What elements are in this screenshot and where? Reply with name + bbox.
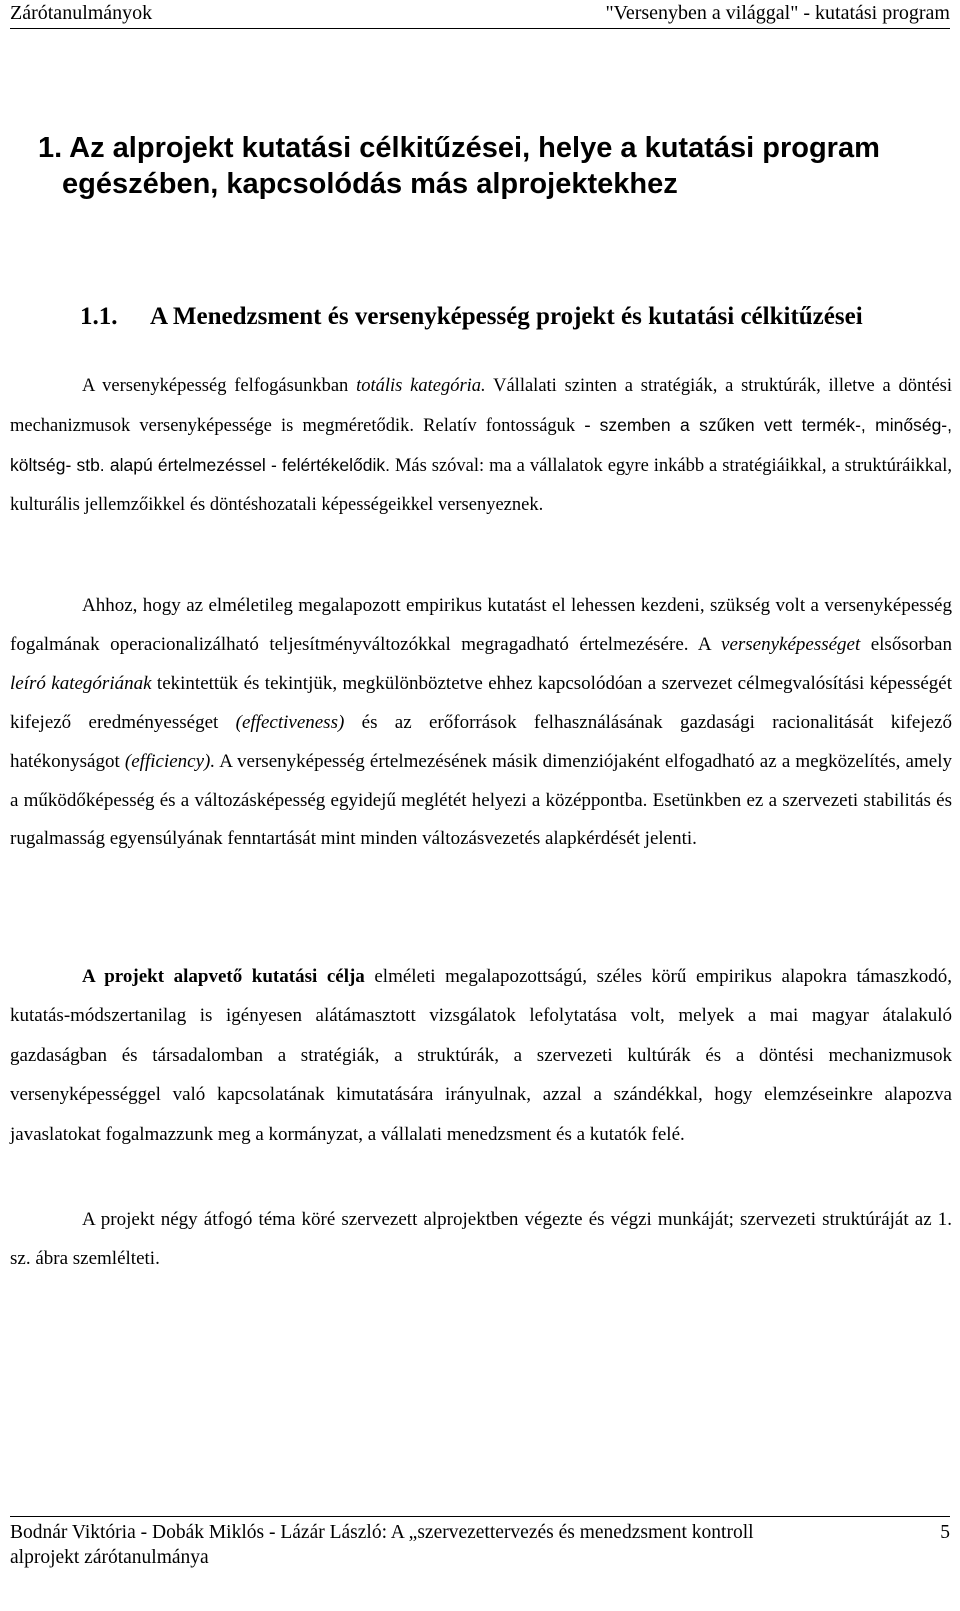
chapter-title-line1: Az alprojekt kutatási célkitűzései, helye a kutatási program xyxy=(69,132,880,164)
section-title: A Menedzsment és versenyképesség projekt és kutatási célkitűzései xyxy=(150,303,863,330)
p1-text-e: Más szóval: ma a vállalatok egyre inkább a stratégiáikkal, a struktúráikkal, kulturális jellemzőikkel és döntéshozatali képességeikkel versenyeznek. xyxy=(10,456,952,515)
chapter-number: 1. xyxy=(38,132,63,164)
paragraph-2 xyxy=(10,587,952,859)
running-footer xyxy=(10,1516,950,1570)
section-number: 1.1. xyxy=(80,303,118,330)
p3-text: elméleti megalapozottságú, széles körű empirikus alapokra támaszkodó, kutatás-módszertanilag is igényesen alátámasztott vizsgálatok lefolytatása volt, melyek a mai magyar átalakuló gazdaságban és társadalomban a stratégiák, a struktúrák, a szervezeti kultúrák és a döntési mechanizmusok versenyképességgel való kapcsolatának kimutatására irányulnak, azzal a szándékkal, hogy elemzéseinkre alapozva javaslatokat fogalmazzunk meg a kormányzat, a vállalati menedzsment és a kutatók felé. xyxy=(10,966,952,1145)
p4-text: A projekt négy átfogó téma köré szervezett alprojektben végezte és végzi munkáját; szervezeti struktúráját az 1. sz. ábra szemlélteti. xyxy=(10,1209,952,1270)
paragraph-3 xyxy=(10,957,952,1154)
p2-text-i: A versenyképesség értelmezésének másik dimenziójaként elfogadható az a megközelítés, amely a működőképesség és a változásképesség egyidejű meglétét helyezi a középpontba. Esetünkben ez a szervezeti stabilitás és rugalmasság egyensúlyának fenntartását mint minden változásvezetés alapkérdését jelenti. xyxy=(10,750,952,850)
p1-text-d: szemben a szűken vett termék-, minőség-, költség- stb. alapú értelmezéssel - felértékelődik. xyxy=(10,415,952,475)
p2-italic-f: (effectiveness) xyxy=(235,711,345,733)
running-header xyxy=(10,0,950,29)
p2-text-c: elsősorban xyxy=(860,633,952,655)
chapter-heading xyxy=(38,130,940,202)
p2-italic-d: leíró kategóriának xyxy=(10,672,152,694)
footer-authors: Bodnár Viktória - Dobák Miklós - Lázár László: A „szervezettervezés és menedzsment kontroll xyxy=(10,1522,754,1543)
p1-text-a: A versenyképesség felfogásunkban xyxy=(82,376,357,396)
p1-text-c: Vállalati szinten a stratégiák, a struktúrák, illetve a döntési mechanizmusok versenyképessége is megméretődik. Relatív fontosságuk - xyxy=(10,376,952,436)
p2-italic-h: (efficiency). xyxy=(124,750,216,772)
p2-text-a: Ahhoz, hogy az elméletileg megalapozott empirikus kutatást el lehessen kezdeni, szükség volt a versenyképesség fogalmának operacionalizálható teljesítményváltozókkal megragadható értelmezésére. A xyxy=(10,595,952,655)
footer-line2: alprojekt zárótanulmánya xyxy=(10,1547,209,1568)
p3-bold: A projekt alapvető kutatási célja xyxy=(82,966,365,987)
header-right: "Versenyben a világgal" - kutatási program xyxy=(605,2,950,24)
header-left: Zárótanulmányok xyxy=(10,2,153,24)
p1-italic: totális kategória. xyxy=(356,376,486,396)
p2-italic-b: versenyképességet xyxy=(721,633,861,655)
page-number: 5 xyxy=(940,1522,950,1543)
paragraph-4 xyxy=(10,1200,952,1279)
p2-text-g: és az erőforrások felhasználásának gazdasági racionalitását kifejező hatékonyságot xyxy=(10,711,952,772)
paragraph-1 xyxy=(10,367,952,525)
chapter-title-line2: egészében, kapcsolódás más alprojektekhez xyxy=(62,168,678,200)
p2-text-e: tekintettük és tekintjük, megkülönböztetve ehhez kapcsolódóan a szervezet célmegvalósítási képességét kifejező eredményességet xyxy=(10,672,952,733)
section-heading xyxy=(80,300,952,333)
